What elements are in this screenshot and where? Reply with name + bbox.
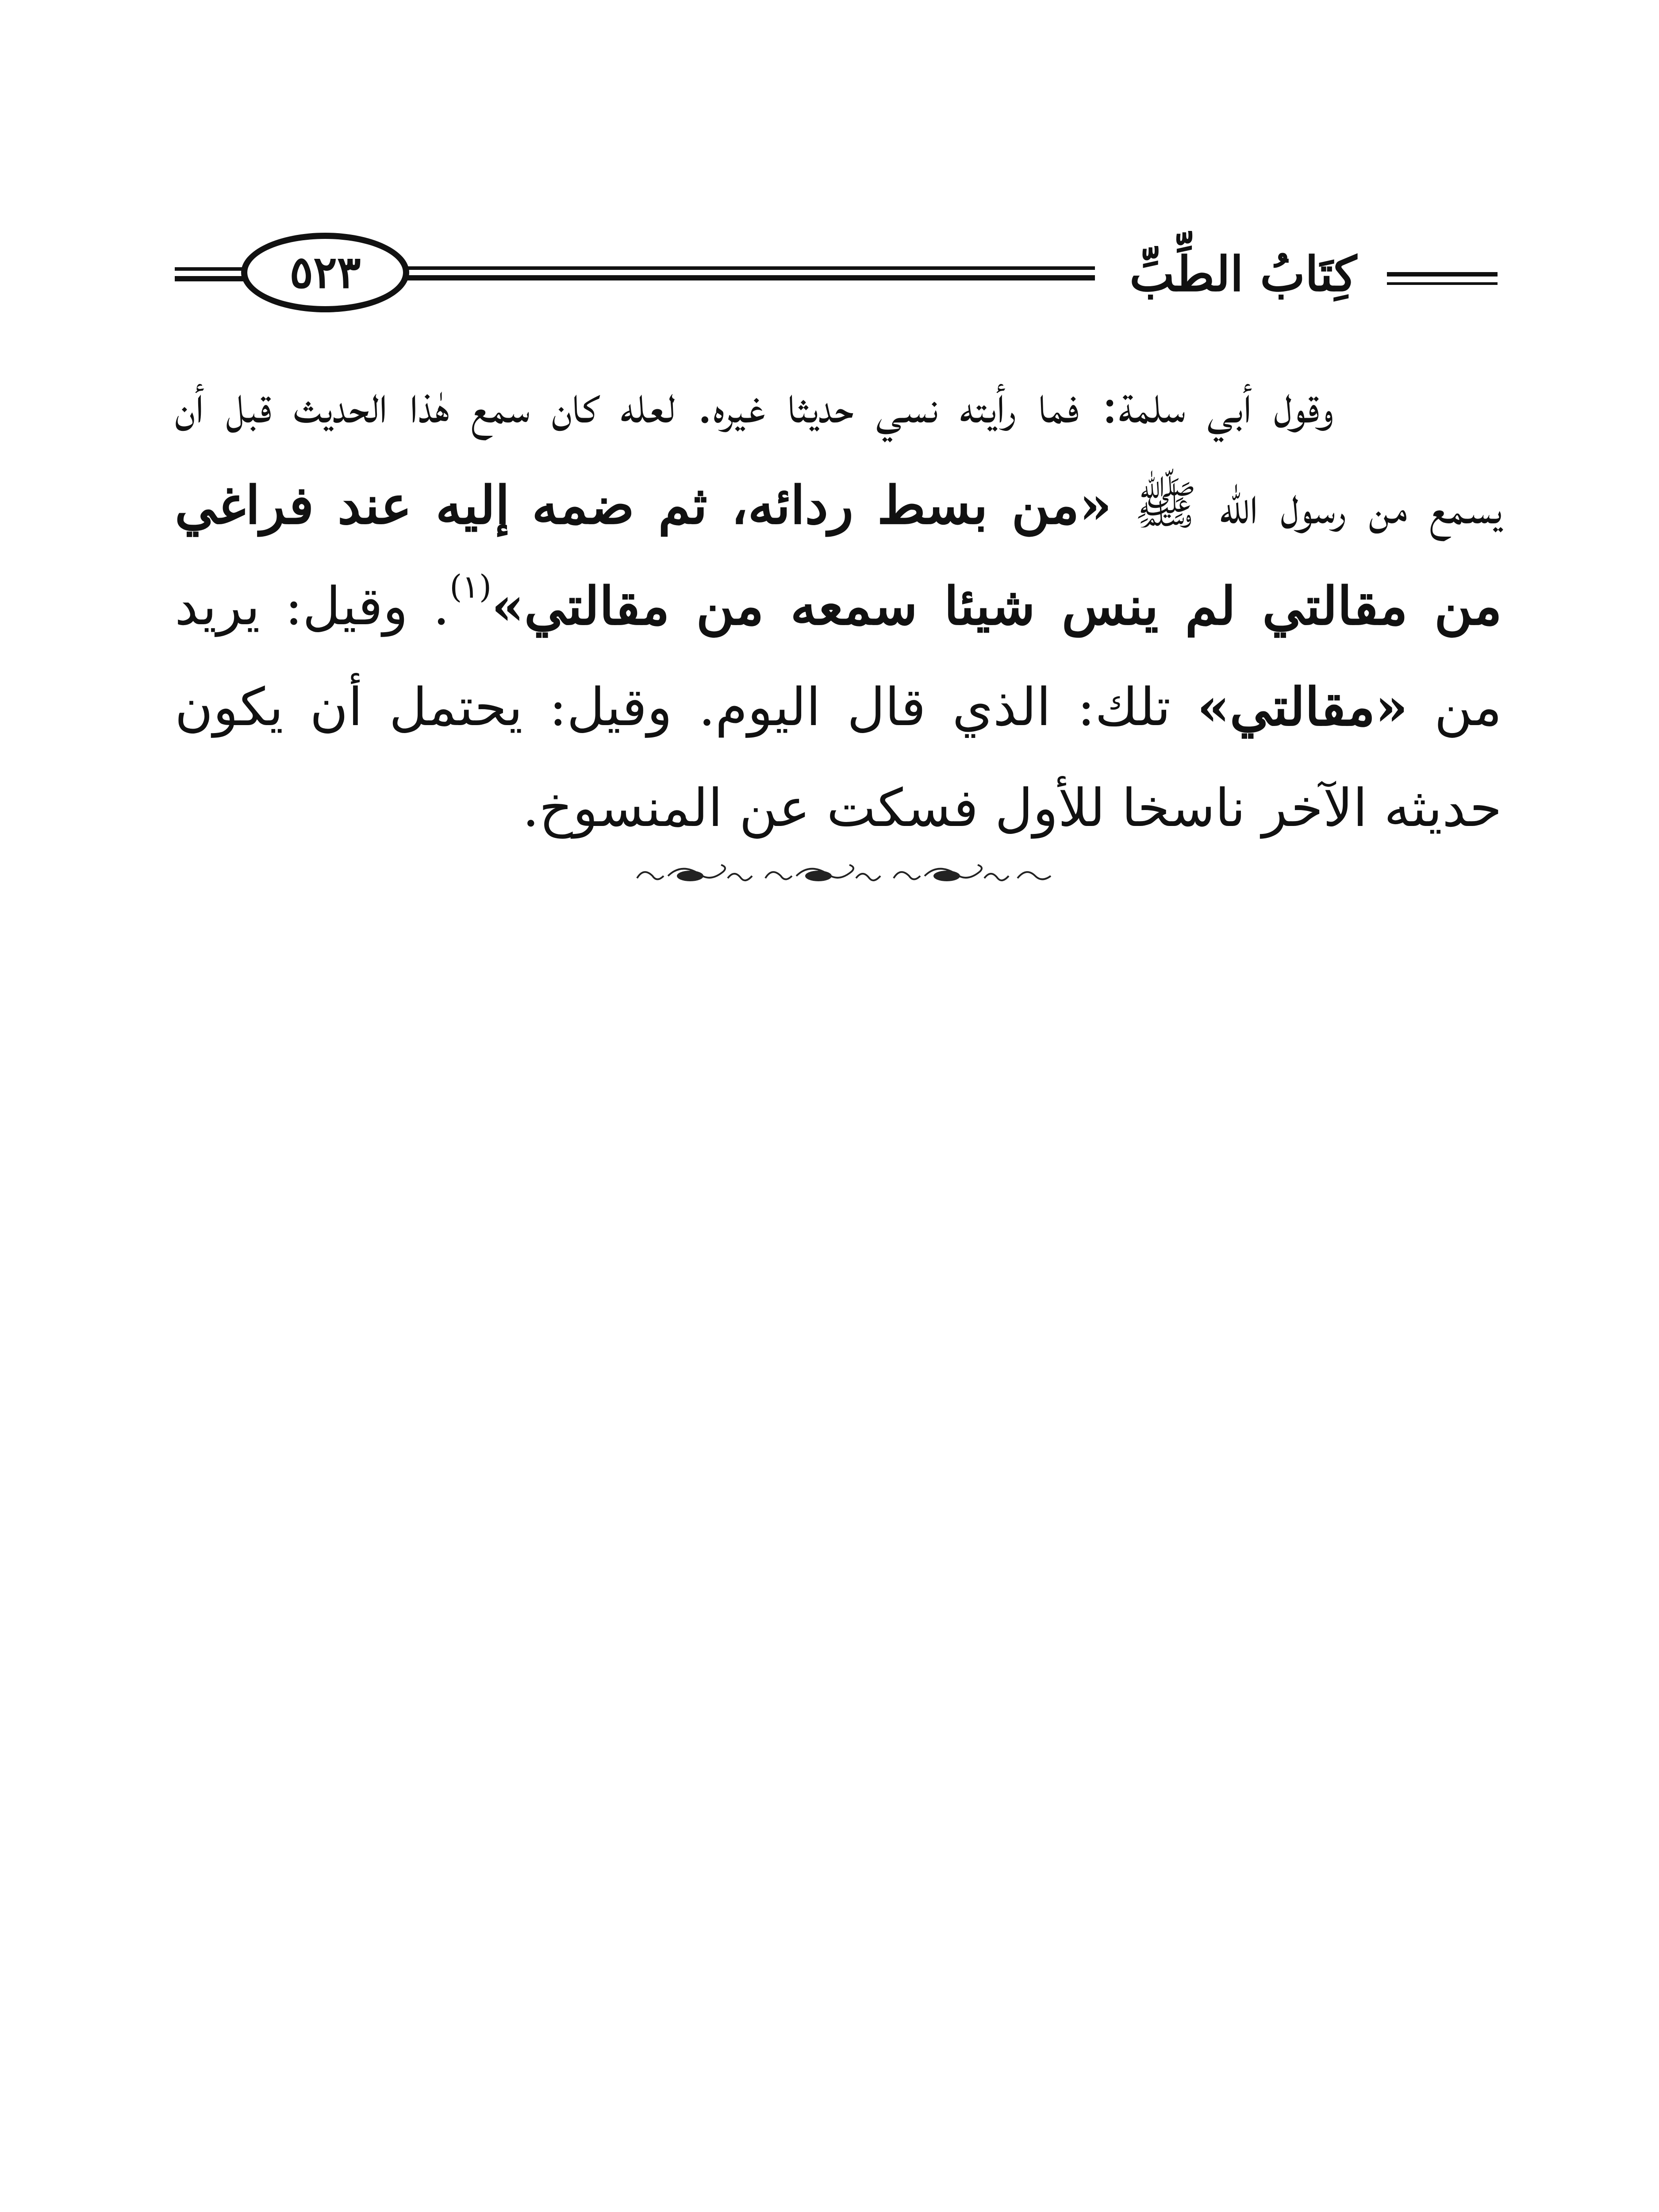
- chapter-title: كِتَابُ الطِّبِّ: [1129, 246, 1357, 302]
- body-text-span: يريد من: [175, 576, 1502, 737]
- header-rule: [1387, 282, 1498, 285]
- page-number: ٥٢٣: [289, 246, 361, 298]
- body-text-span: . وقيل:: [285, 576, 450, 637]
- section-ornament-icon: [633, 858, 1057, 894]
- body-text-span: الحديث قبل أن يسمع من رسول الله ﷺ: [175, 374, 1502, 536]
- body-text-span: وقول أبي سلمة: فما رأيته نسي حديثا غيره. لعله كان سمع هٰذا: [409, 374, 1334, 435]
- body-text-span: تلك: الذي قال اليوم. وقيل: يحتمل أن يكون: [175, 676, 1197, 737]
- body-text-span: حديثه الآخر ناسخا للأول فسكت عن المنسوخ.: [522, 777, 1502, 838]
- header-rule: [1387, 272, 1498, 276]
- body-paragraph: [175, 354, 1502, 858]
- hadith-quote: «من بسط ردائه، ثم ضمه: [532, 474, 1112, 536]
- footnote-reference[interactable]: (١): [449, 568, 492, 605]
- quoted-term: «مقالتي»: [1197, 676, 1408, 737]
- header-rule: [396, 266, 1095, 270]
- page-number-frame: [241, 233, 409, 312]
- page-header: [175, 230, 1498, 319]
- header-rule: [396, 275, 1095, 280]
- hadith-quote: إليه عند فراغي من مقالتي لم ينس شيئا سمعه من مقالتي»: [175, 474, 1502, 637]
